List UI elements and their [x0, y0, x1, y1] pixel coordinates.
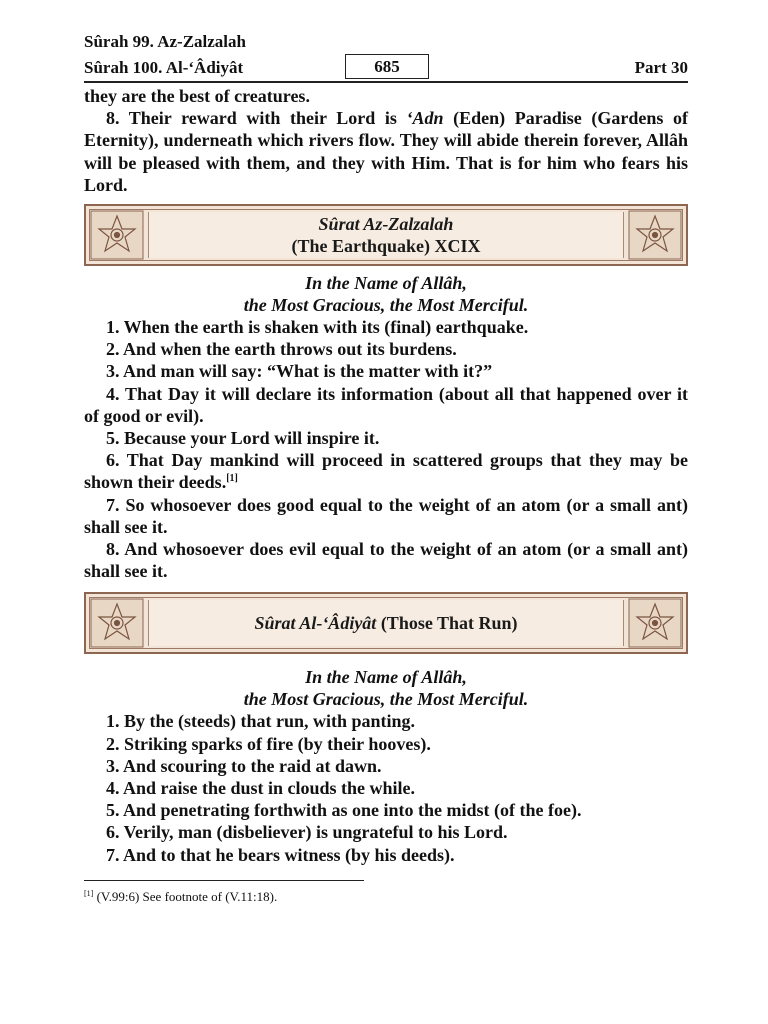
verse-99-8: 8. And whosoever does evil equal to the weight of an atom (or a small ant) shall see it. [84, 539, 688, 582]
bismillah-line-2: the Most Gracious, the Most Merciful. [243, 295, 529, 316]
footnote-ref[interactable]: [1] [226, 473, 238, 485]
verse-99-6 [84, 449, 688, 493]
bismillah-line-2: the Most Gracious, the Most Merciful. [243, 689, 529, 710]
surah-100-banner [84, 592, 688, 654]
verse-100-5: 5. And penetrating forthwith as one into the midst (of the foe). [106, 800, 582, 821]
adn-word: ‘Adn [406, 108, 444, 129]
page [84, 30, 688, 905]
surah-100-subtitle: (Those That Run) [376, 613, 518, 634]
verse-100-3: 3. And scouring to the raid at dawn. [106, 755, 382, 776]
verse-8-start: 8. Their reward with their Lord is [106, 108, 407, 129]
intro-line: they are the best of creatures. [84, 86, 310, 106]
surah-99-subtitle: (The Earthquake) XCIX [291, 236, 481, 257]
footnote-rule [84, 880, 364, 881]
verse-100-1: 1. By the (steeds) that run, with panting. [106, 711, 416, 732]
verse-8-rest: (Eden) Paradise (Gardens of Eternity), underneath which rivers flow. They will abide therein forever, Allâh will be pleased with them, and they with Him. That is for him who fears his Lord. [84, 108, 688, 195]
bismillah-99 [84, 272, 688, 316]
verse-100-7: 7. And to that he bears witness (by his deeds). [106, 844, 455, 865]
surah-99-verses [84, 316, 688, 582]
header-surah-99: Sûrah 99. Az-Zalzalah [84, 32, 246, 51]
verse-99-1: 1. When the earth is shaken with its (final) earthquake. [106, 317, 529, 338]
star-ornament-icon [628, 598, 682, 648]
verse-99-4: 4. That Day it will declare its information (about all that happened over it of good or evil). [84, 383, 688, 426]
verse-100-2: 2. Striking sparks of fire (by their hooves). [106, 733, 431, 754]
verse-99-3: 3. And man will say: “What is the matter with it?” [106, 361, 493, 382]
surah-100-name: Sûrat Al-‘Âdiyât [254, 613, 377, 634]
bismillah-100 [84, 666, 688, 710]
bismillah-line-1: In the Name of Allâh, [305, 273, 467, 294]
page-number: 685 [345, 54, 429, 79]
footnote-marker: [1] [84, 888, 94, 898]
header-rule [84, 81, 688, 83]
header-part: Part 30 [634, 58, 688, 77]
verse-99-7: 7. So whosoever does good equal to the weight of an atom (or a small ant) shall see it. [84, 494, 688, 537]
footnote-text: (V.99:6) See footnote of (V.11:18). [93, 888, 278, 904]
verse-99-6-text: 6. That Day mankind will proceed in scattered groups that they may be shown their deeds. [84, 450, 688, 493]
star-ornament-icon [628, 210, 682, 260]
verse-100-6: 6. Verily, man (disbeliever) is ungrateful to his Lord. [106, 822, 508, 843]
surah-100-verses [84, 710, 688, 865]
footnote [84, 889, 688, 905]
header-row [84, 54, 688, 81]
bismillah-line-1: In the Name of Allâh, [305, 667, 467, 688]
verse-99-5: 5. Because your Lord will inspire it. [106, 428, 380, 449]
surah-100-title [86, 612, 686, 634]
surah-99-title [86, 213, 686, 257]
surah-99-banner [84, 204, 688, 266]
header-surah-100: Sûrah 100. Al-‘Âdiyât [84, 58, 244, 77]
intro-text [84, 85, 688, 196]
intro-verse-8 [84, 107, 688, 196]
verse-100-4: 4. And raise the dust in clouds the while. [106, 778, 416, 799]
surah-99-name: Sûrat Az-Zalzalah [318, 214, 454, 235]
verse-99-2: 2. And when the earth throws out its burdens. [106, 339, 457, 360]
